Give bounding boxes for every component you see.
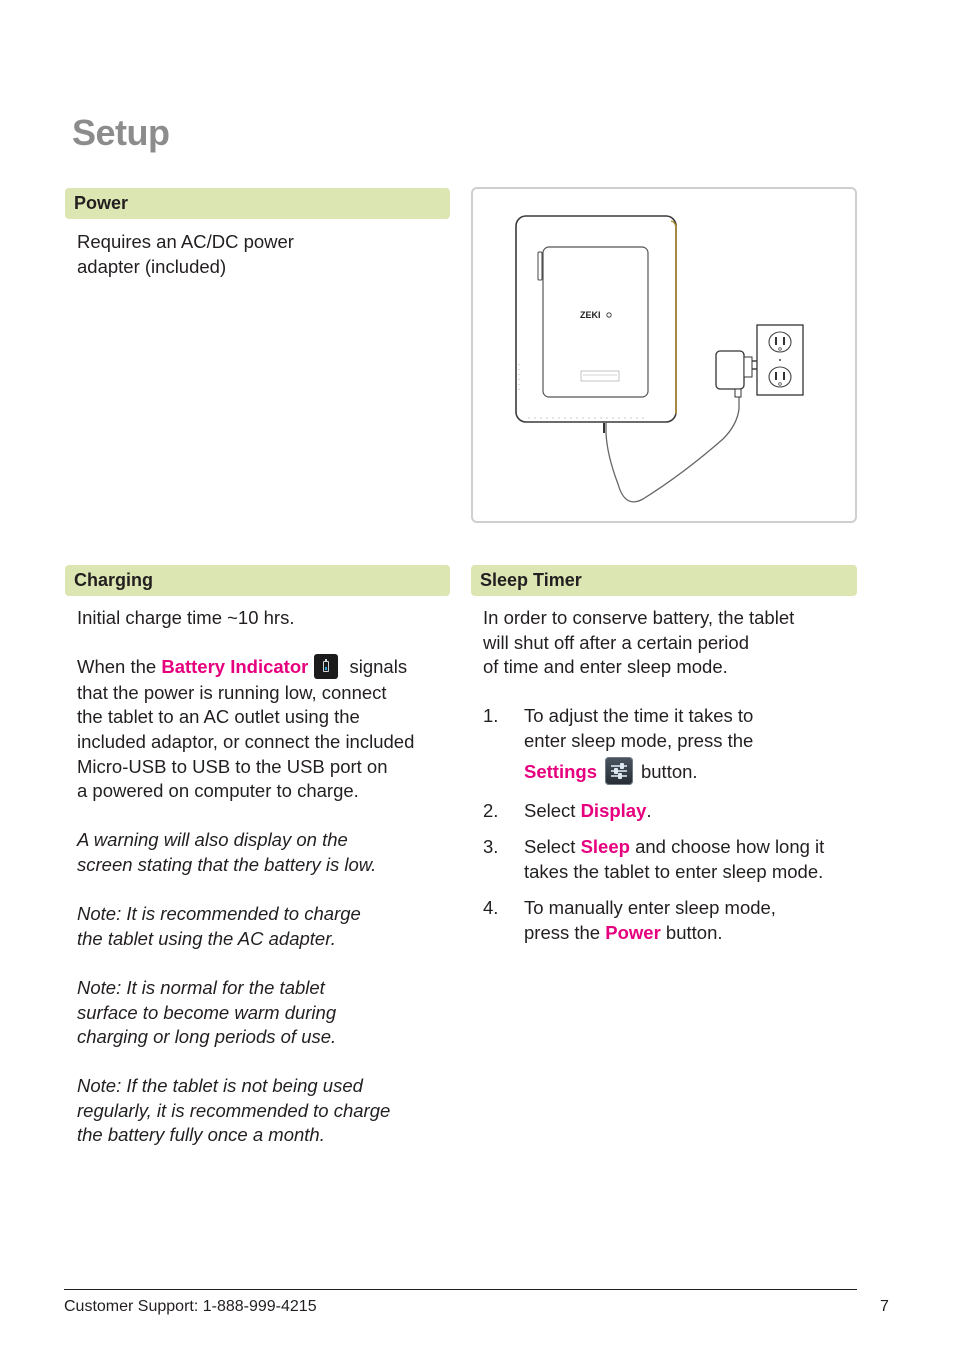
step-text: press the <box>524 921 601 943</box>
customer-support: Customer Support: 1-888-999-4215 <box>64 1298 317 1315</box>
charging-illustration <box>471 187 857 523</box>
charging-battery-line <box>77 655 447 681</box>
charging-note-line: surface to become warm during <box>77 1001 337 1023</box>
charging-warning-line: screen stating that the battery is low. <box>77 853 377 875</box>
step-after-text: button. <box>665 921 723 943</box>
step-after-text: and choose how long it <box>635 836 825 858</box>
charging-body-line: Micro-USB to USB to the USB port on <box>77 755 388 777</box>
step-after-text: button. <box>640 760 698 782</box>
charging-body-line: that the power is running low, connect <box>77 681 387 703</box>
page-number: 7 <box>880 1298 889 1315</box>
sleep-intro-line: of time and enter sleep mode. <box>483 656 728 678</box>
settings-app-icon <box>605 757 633 785</box>
step-text: To adjust the time it takes to <box>524 705 754 727</box>
page-title: Setup <box>72 112 170 153</box>
sleep-link: Sleep <box>580 836 630 858</box>
battery-indicator-link: Battery Indicator <box>161 656 309 678</box>
charging-note-line: the tablet using the AC adapter. <box>77 927 336 949</box>
charging-initial-time: Initial charge time ~10 hrs. <box>77 607 295 628</box>
step-number: 4. <box>483 897 499 919</box>
step-text: To manually enter sleep mode, <box>524 897 776 919</box>
charging-body <box>77 606 447 1148</box>
tablet-back-icon <box>516 216 676 422</box>
charging-warning-line: A warning will also display on the <box>77 829 348 851</box>
sleep-timer-body <box>483 606 853 958</box>
power-description <box>77 230 294 279</box>
sleep-intro-line: will shut off after a certain period <box>483 631 749 653</box>
sleep-step <box>483 704 853 786</box>
step-text: enter sleep mode, press the <box>524 729 754 751</box>
step-number: 2. <box>483 799 499 821</box>
sleep-timer-heading: Sleep Timer <box>471 565 857 596</box>
power-line: adapter (included) <box>77 255 227 277</box>
charging-when-prefix: When the <box>77 656 157 678</box>
charging-note-line: charging or long periods of use. <box>77 1026 337 1048</box>
step-number: 1. <box>483 705 499 727</box>
step-text: Select <box>524 799 576 821</box>
wall-outlet-icon <box>757 325 803 395</box>
sleep-step <box>483 835 853 884</box>
step-text: takes the tablet to enter sleep mode. <box>524 860 824 882</box>
sleep-steps-list <box>483 704 853 945</box>
charging-note-line: Note: If the tablet is not being used <box>77 1075 363 1097</box>
charging-note-line: regularly, it is recommended to charge <box>77 1099 391 1121</box>
charging-signals-word: signals <box>349 656 408 678</box>
tablet-brand-logo: ZEKI <box>580 310 601 320</box>
charging-body-line: a powered on computer to charge. <box>77 780 359 802</box>
step-text: Select <box>524 836 576 858</box>
power-link: Power <box>605 921 661 943</box>
step-number: 3. <box>483 836 499 858</box>
sleep-intro-line: In order to conserve battery, the tablet <box>483 607 795 628</box>
charging-body-line: the tablet to an AC outlet using the <box>77 706 360 728</box>
charging-heading: Charging <box>65 565 450 596</box>
footer-divider <box>64 1289 857 1290</box>
settings-link: Settings <box>524 760 597 782</box>
charging-note-line: Note: It is normal for the tablet <box>77 976 325 998</box>
power-line: Requires an AC/DC power <box>77 231 294 252</box>
charging-note-line: the battery fully once a month. <box>77 1124 325 1146</box>
power-heading: Power <box>65 188 450 219</box>
battery-indicator-icon <box>314 654 338 679</box>
charging-body-line: included adaptor, or connect the included <box>77 730 415 752</box>
sleep-step <box>483 799 853 824</box>
step-after-text: . <box>646 799 652 821</box>
display-link: Display <box>580 799 647 821</box>
charging-note-line: Note: It is recommended to charge <box>77 903 361 925</box>
sleep-step <box>483 896 853 945</box>
tablet-charging-diagram <box>473 189 855 521</box>
step-settings-line <box>524 759 853 787</box>
